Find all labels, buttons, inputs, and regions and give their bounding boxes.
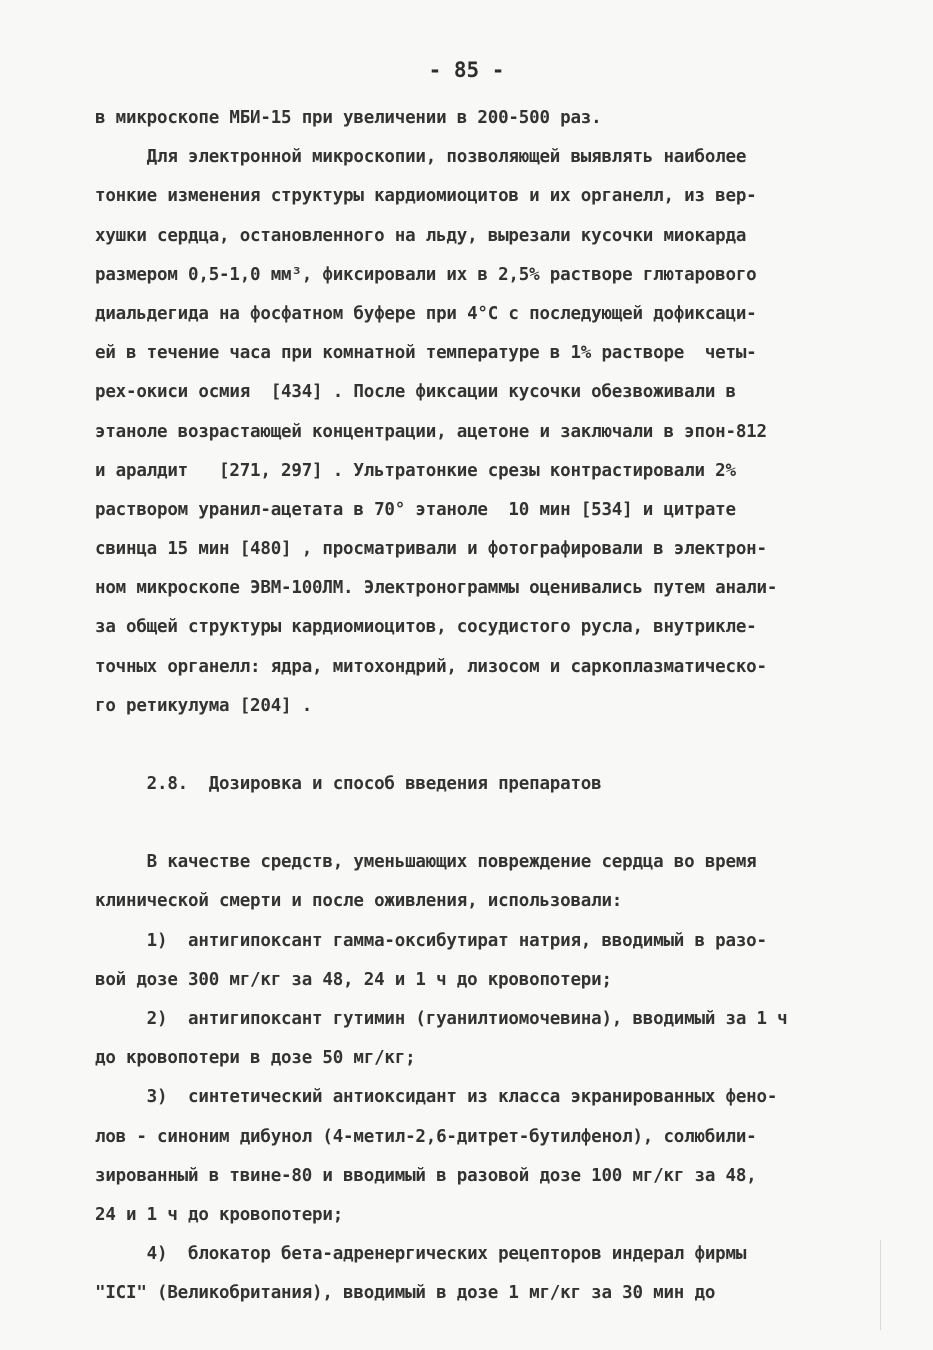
text-line: клинической смерти и после оживления, использовали:	[95, 891, 623, 912]
text-line: хушки сердца, остановленного на льду, вырезали кусочки миокарда	[95, 225, 747, 246]
text-line: тонкие изменения структуры кардиомиоцитов и их органелл, из вер-	[95, 186, 757, 207]
text-line: этаноле возрастающей концентрации, ацетоне и заключали в эпон-812	[95, 421, 767, 442]
text-line: лов - синоним дибунол (4-метил-2,6-дитрет-бутилфенол), солюбили-	[95, 1126, 757, 1147]
text-line: 2) антигипоксант гутимин (гуанилтиомочевина), вводимый за 1 ч	[95, 1008, 788, 1029]
text-line: ном микроскопе ЭВМ-100ЛМ. Электронограммы оценивались путем анали-	[95, 578, 778, 599]
text-line: го ретикулума [204] .	[95, 695, 313, 716]
text-line: раствором уранил-ацетата в 70° этаноле 10 мин [534] и цитрате	[95, 499, 736, 520]
text-line: рех-окиси осмия [434] . После фиксации кусочки обезвоживали в	[95, 382, 736, 403]
text-line: ей в течение часа при комнатной температуре в 1% растворе четы-	[95, 343, 757, 364]
scan-edge-line	[880, 1240, 881, 1330]
text-line: 1) антигипоксант гамма-оксибутират натрия, вводимый в разо-	[95, 930, 767, 951]
text-line: 3) синтетический антиоксидант из класса экранированных фено-	[95, 1087, 778, 1108]
paragraph-drugs	[95, 843, 855, 1313]
text-line: свинца 15 мин [480] , просматривали и фотографировали в электрон-	[95, 539, 767, 560]
text-line: Для электронной микроскопии, позволяющей выявлять наиболее	[95, 147, 747, 168]
text-line: вой дозе 300 мг/кг за 48, 24 и 1 ч до кровопотери;	[95, 969, 612, 990]
text-line: зированный в твине-80 и вводимый в разовой дозе 100 мг/кг за 48,	[95, 1165, 757, 1186]
text-line: до кровопотери в дозе 50 мг/кг;	[95, 1048, 416, 1069]
text-line: 24 и 1 ч до кровопотери;	[95, 1204, 344, 1225]
text-line: и аралдит [271, 297] . Ультратонкие срезы контрастировали 2%	[95, 460, 736, 481]
text-line: в микроскопе МБИ-15 при увеличении в 200-500 раз.	[95, 108, 602, 128]
text-line: размером 0,5-1,0 мм³, фиксировали их в 2,5% растворе глютарового	[95, 264, 757, 285]
body-text	[95, 99, 855, 1313]
text-line: "ICI" (Великобритания), вводимый в дозе 1 мг/кг за 30 мин до	[95, 1283, 716, 1304]
section-heading: 2.8. Дозировка и способ введения препаратов	[95, 774, 602, 794]
paragraph-microscopy	[95, 99, 855, 726]
page-number: - 85 -	[428, 58, 505, 82]
text-line: диальдегида на фосфатном буфере при 4°С с последующей дофиксаци-	[95, 303, 757, 324]
text-line: В качестве средств, уменьшающих повреждение сердца во время	[95, 852, 757, 873]
text-line: точных органелл: ядра, митохондрий, лизосом и саркоплазматическо-	[95, 656, 767, 677]
text-line: 4) блокатор бета-адренергических рецепторов индерал фирмы	[95, 1244, 747, 1265]
text-line: за общей структуры кардиомиоцитов, сосудистого русла, внутрикле-	[95, 617, 757, 638]
